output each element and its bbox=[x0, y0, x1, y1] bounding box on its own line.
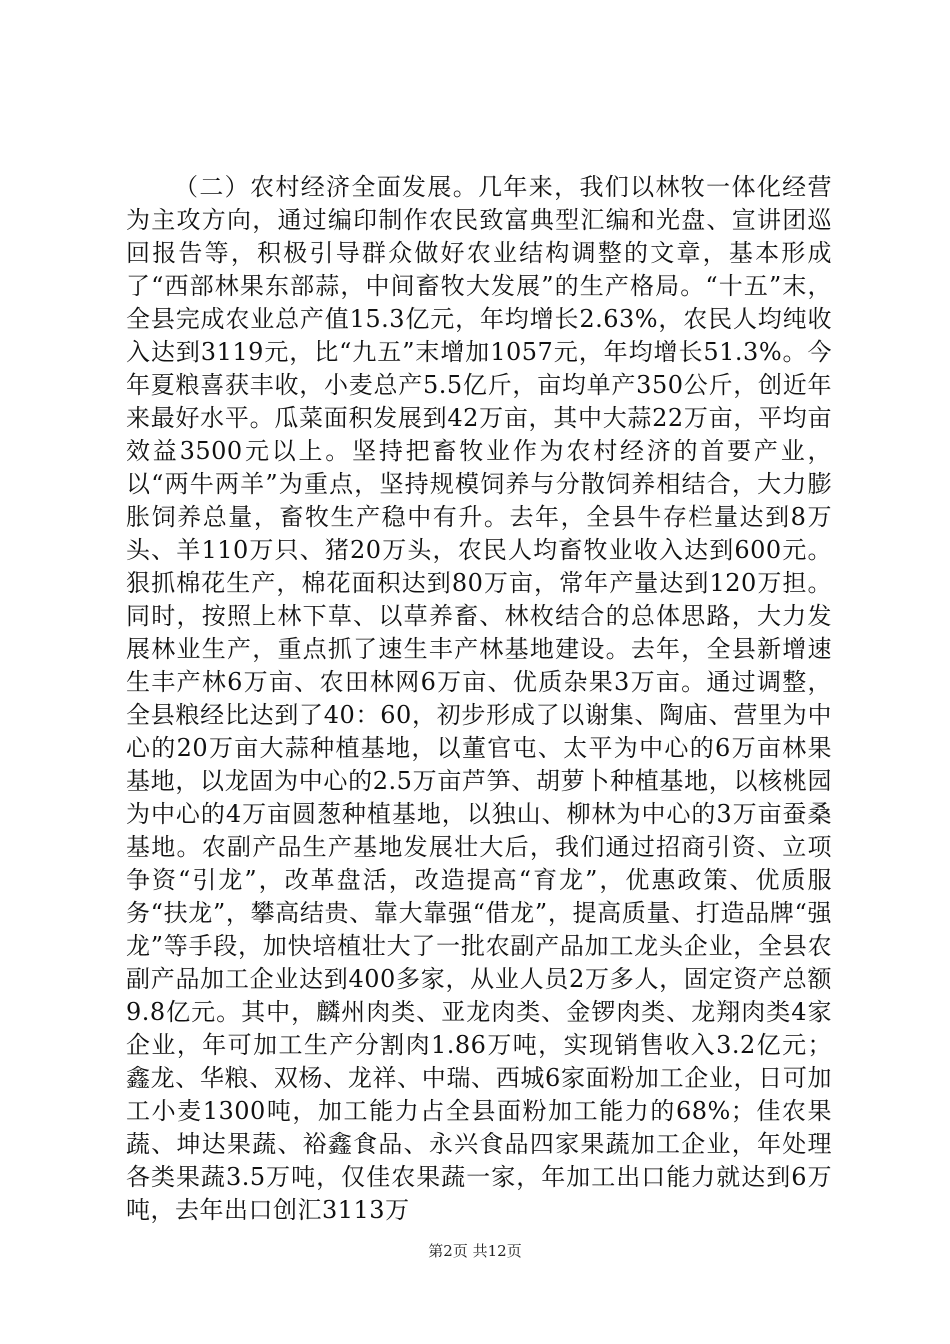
page-footer: 第2页 共12页 bbox=[428, 1242, 522, 1260]
body-paragraph: （二）农村经济全面发展。几年来，我们以林牧一体化经营为主攻方向，通过编印制作农民致富典型汇编和光盘、宣讲团巡回报告等，积极引导群众做好农业结构调整的文章，基本形成了“西部林果东部蒜，中间畜牧大发展”的生产格局。“十五”末，全县完成农业总产值15.3亿元，年均增长2.63%，农民人均纯收入达到3119元，比“九五”末增加1057元，年均增长51.3%。今年夏粮喜获丰收，小麦总产5.5亿斤，亩均单产350公斤，创近年来最好水平。瓜菜面积发展到42万亩，其中大蒜22万亩，平均亩效益3500元以上。坚持把畜牧业作为农村经济的首要产业，以“两牛两羊”为重点，坚持规模饲养与分散饲养相结合，大力膨胀饲养总量，畜牧生产稳中有升。去年，全县牛存栏量达到8万头、羊110万只、猪20万头，农民人均畜牧业收入达到600元。狠抓棉花生产，棉花面积达到80万亩，常年产量达到120万担。同时，按照上林下草、以草养畜、林枚结合的总体思路，大力发展林业生产，重点抓了速生丰产林基地建设。去年，全县新增速生丰产林6万亩、农田林网6万亩、优质杂果3万亩。通过调整，全县粮经比达到了40：60，初步形成了以谢集、陶庙、营里为中心的20万亩大蒜种植基地，以董官屯、太平为中心的6万亩林果基地，以龙固为中心的2.5万亩芦笋、胡萝卜种植基地，以核桃园为中心的4万亩圆葱种植基地，以独山、柳林为中心的3万亩蚕桑基地。农副产品生产基地发展壮大后，我们通过招商引资、立项争资“引龙”，改革盘活，改造提高“育龙”，优惠政策、优质服务“扶龙”，攀高结贵、靠大靠强“借龙”，提高质量、打造品牌“强龙”等手段，加快培植壮大了一批农副产品加工龙头企业，全县农副产品加工企业达到400多家，从业人员2万多人，固定资产总额9.8亿元。其中，麟州肉类、亚龙肉类、金锣肉类、龙翔肉类4家企业，年可加工生产分割肉1.86万吨，实现销售收入3.2亿元；鑫龙、华粮、双杨、龙祥、中瑞、西城6家面粉加工企业，日可加工小麦1300吨，加工能力占全县面粉加工能力的68%；佳农果蔬、坤达果蔬、裕鑫食品、永兴食品四家果蔬加工企业，年处理各类果蔬3.5万吨，仅佳农果蔬一家，年加工出口能力就达到6万吨，去年出口创汇3113万 bbox=[126, 173, 832, 1224]
